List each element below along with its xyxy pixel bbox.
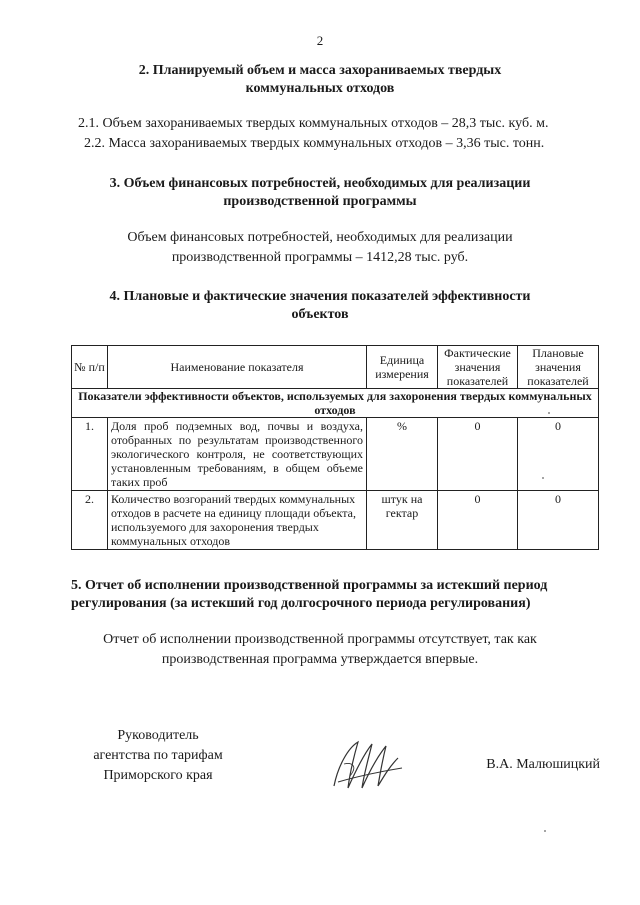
- section3-text-line2: производственной программы – 1412,28 тыс. руб.: [171, 250, 469, 265]
- scan-speck: [542, 477, 544, 479]
- section5-text-line2: производственная программа утверждается впервые.: [161, 652, 479, 667]
- signatory-line3: Приморского края: [103, 768, 213, 783]
- section2-title: [0, 62, 640, 98]
- signatory-name: В.А. Малюшицкий: [486, 757, 600, 772]
- section3-title-line2: производственной программы: [223, 194, 417, 209]
- section2-item1: 2.1. Объем захораниваемых твердых коммунальных отходов – 28,3 тыс. куб. м.: [78, 116, 549, 131]
- row-unit: штук на гектар: [367, 491, 438, 550]
- header-name: Наименование показателя: [108, 346, 367, 389]
- table-group-row: [72, 389, 599, 418]
- signatory-line2: агентства по тарифам: [93, 748, 223, 763]
- section4-title-line1: 4. Плановые и фактические значения показателей эффективности: [109, 289, 531, 304]
- row-actual: 0: [438, 418, 518, 491]
- section5-title: [71, 577, 631, 613]
- section3-text: [0, 228, 640, 268]
- row-num: 2.: [72, 491, 108, 550]
- section5-title-line1: 5. Отчет об исполнении производственной программы за истекший период: [71, 578, 548, 593]
- group-title: Показатели эффективности объектов, используемых для захоронения твердых коммунальных отходов: [72, 389, 599, 418]
- header-actual: Фактические значения показателей: [438, 346, 518, 389]
- section5-text: [0, 630, 640, 670]
- row-planned: 0: [518, 418, 599, 491]
- header-num: № п/п: [72, 346, 108, 389]
- scan-speck: [544, 830, 546, 832]
- section2-title-line1: 2. Планируемый объем и масса захораниваемых твердых: [138, 63, 502, 78]
- section5-title-line2: регулирования (за истекший год долгосрочного периода регулирования): [71, 596, 531, 611]
- row-name: Количество возгораний твердых коммунальных отходов в расчете на единицу площади объекта, используемого для захоронения твердых коммунальных отходов: [108, 491, 367, 550]
- section4-title: [0, 288, 640, 324]
- header-unit: Единица измерения: [367, 346, 438, 389]
- indicators-table: [71, 345, 599, 550]
- section3-text-line1: Объем финансовых потребностей, необходимых для реализации: [127, 230, 513, 245]
- row-actual: 0: [438, 491, 518, 550]
- section5-text-line1: Отчет об исполнении производственной программы отсутствует, так как: [103, 632, 537, 647]
- table-header-row: [72, 346, 599, 389]
- section2-title-line2: коммунальных отходов: [245, 81, 395, 96]
- section2-list: [0, 114, 640, 154]
- section3-title: [0, 175, 640, 211]
- header-planned: Плановые значения показателей: [518, 346, 599, 389]
- row-num: 1.: [72, 418, 108, 491]
- table-row: [72, 418, 599, 491]
- section4-title-line2: объектов: [291, 307, 349, 322]
- page-number: 2: [316, 33, 324, 48]
- section3-title-line1: 3. Объем финансовых потребностей, необходимых для реализации: [109, 176, 531, 191]
- row-name: Доля проб подземных вод, почвы и воздуха, отобранных по результатам производственного экологического контроля, не соответствующих установленным требованиям, в общем объеме таких проб: [108, 418, 367, 491]
- scan-speck: [548, 412, 550, 414]
- signatory-position: [78, 726, 238, 786]
- row-planned: 0: [518, 491, 599, 550]
- row-unit: %: [367, 418, 438, 491]
- section2-item2: 2.2. Масса захораниваемых твердых коммунальных отходов – 3,36 тыс. тонн.: [84, 136, 545, 151]
- signatory-line1: Руководитель: [117, 728, 199, 743]
- handwritten-signature: [328, 736, 408, 796]
- table-row: [72, 491, 599, 550]
